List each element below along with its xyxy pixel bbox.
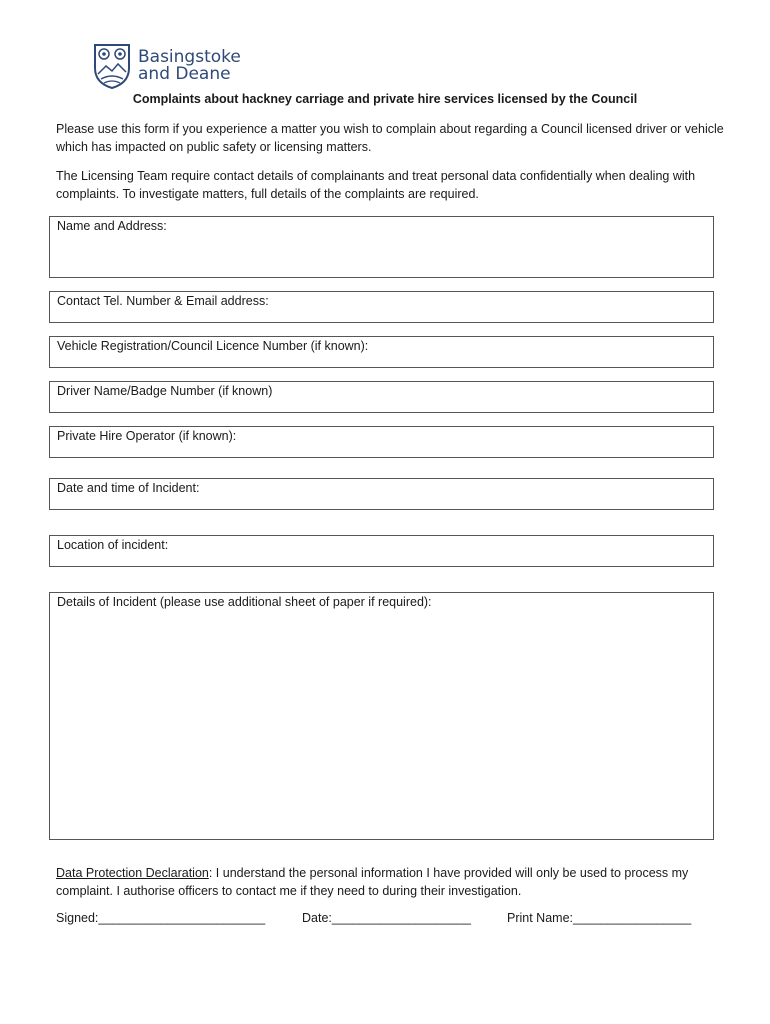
details-label: Details of Incident (please use additional sheet of paper if required): [57, 595, 432, 609]
operator-label: Private Hire Operator (if known): [57, 429, 237, 443]
signed-field[interactable]: Signed:________________________ [56, 911, 266, 925]
date-field[interactable]: Date:____________________ [302, 911, 471, 925]
declaration-text: : I understand the personal information I have provided will only be used to process my complaint. I authorise officers to contact me if they need to during their investigation. [56, 866, 689, 898]
details-field[interactable] [49, 592, 714, 840]
crest-icon [92, 42, 132, 90]
declaration-heading: Data Protection Declaration [56, 866, 209, 880]
name-address-label: Name and Address: [57, 219, 167, 233]
contact-field[interactable] [49, 291, 714, 323]
name-address-field[interactable] [49, 216, 714, 278]
location-label: Location of incident: [57, 538, 169, 552]
datetime-label: Date and time of Incident: [57, 481, 200, 495]
location-field[interactable] [49, 535, 714, 567]
logo-line-1: Basingstoke [138, 47, 241, 67]
contact-label: Contact Tel. Number & Email address: [57, 294, 269, 308]
council-logo [92, 42, 241, 90]
print-name-field[interactable]: Print Name:_________________ [507, 911, 692, 925]
vehicle-registration-field[interactable] [49, 336, 714, 368]
intro-paragraph-1: Please use this form if you experience a matter you wish to complain about regarding a Council licensed driver or vehicle which has impacted on public safety or licensing matters. [56, 122, 724, 154]
operator-field[interactable] [49, 426, 714, 458]
driver-label: Driver Name/Badge Number (if known) [57, 384, 273, 398]
data-protection-declaration [56, 864, 726, 900]
logo-line-2: and Deane [138, 64, 231, 84]
vehicle-registration-label: Vehicle Registration/Council Licence Number (if known): [57, 339, 369, 353]
form-title: Complaints about hackney carriage and private hire services licensed by the Council [132, 92, 638, 106]
datetime-field[interactable] [49, 478, 714, 510]
driver-field[interactable] [49, 381, 714, 413]
intro-paragraph-2: The Licensing Team require contact details of complainants and treat personal data confidentially when dealing with complaints. To investigate matters, full details of the complaints are required. [56, 169, 696, 201]
